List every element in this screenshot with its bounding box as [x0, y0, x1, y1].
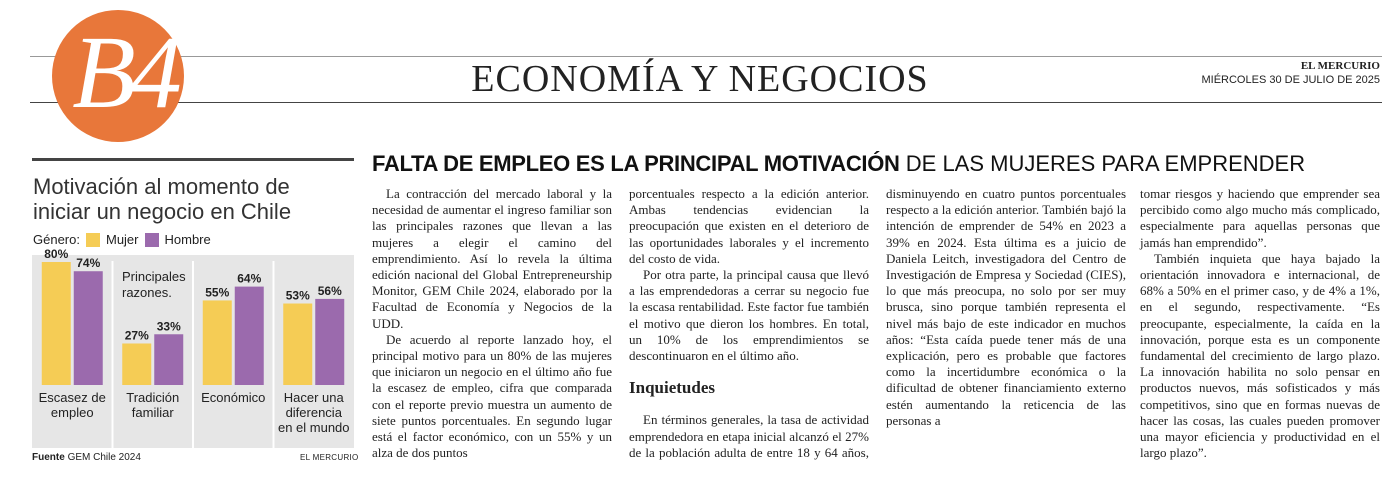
chart-credit: EL MERCURIO — [300, 453, 359, 462]
paragraph: También inquieta que haya bajado la orientación innovadora e internacional, de 68% a 50% en el primer caso, y de 4% a 1%, en el segundo, respectivamente. “Es preocupante, especialmente, la caída en la innovación, porque esta es un componente fundamental del crecimiento de largo plazo. La innovación habilita no solo pensar en productos nuevos, más sofisticados y más competitivos, sino que en formas nuevas de hacer las cosas, las cuales pueden promover una mayor eficiencia y productividad en el largo plazo”. — [1140, 250, 1380, 461]
page-code: B4 — [72, 15, 176, 130]
chart-source — [32, 452, 141, 463]
chart-annotation: razones. — [122, 285, 172, 300]
data-label: 27% — [124, 328, 149, 343]
masthead-top-rule — [30, 56, 1382, 57]
article-subhead: Inquietudes — [629, 378, 715, 398]
paragraph: porcentuales respecto a la edición anterior. Ambas tendencias evidencian la preocupación que existen en el deterioro de las oportunidades laborales y el incremento del costo de vida. — [629, 186, 869, 266]
category-label: Tradición — [126, 390, 180, 405]
legend-label: Género: — [33, 232, 80, 247]
data-label: 53% — [285, 288, 310, 303]
bar-hombre-1 — [154, 334, 183, 385]
paragraph: En términos generales, la tasa de actividad emprendedora en etapa inicial alcanzó el 27% de la población adulta de entre 18 y 64 años, disminuyendo en cuatro puntos porcentuales respecto a la edición anterior. También bajó la intención de emprender de 54% en 2023 a 39% en 2024. Esta última es a juicio de Daniela Leitch, investigadora del Centro de Investigación de Empresa y Sociedad (CIES), lo que más preocupa, no solo por ser muy brusca, sino porque también representa el nivel más bajo de este indicador en muchos años: “Esta caída puede tener más de una explicación, pero es probable que factores como la incertidumbre económica o la dificultad de obtener financiamiento externo estén aumentando la reticencia de las personas a — [629, 186, 1126, 460]
bar-mujer-3 — [283, 304, 312, 385]
category-label: familiar — [131, 405, 174, 420]
article-column-1 — [372, 186, 612, 461]
paragraph: La contracción del mercado laboral y la necesidad de aumentar el ingreso familiar son las principales razones que llevan a las mujeres a elegir el camino del emprendimiento. Así lo revela la última edición nacional del Global Entrepreneurship Monitor, GEM Chile 2024, elaborado por la Facultad de Economía y Negocios de la UDD. — [372, 186, 612, 331]
bar-mujer-0 — [42, 262, 71, 385]
article-flow-3 — [629, 186, 1126, 476]
bar-hombre-2 — [235, 287, 264, 385]
category-label: empleo — [50, 405, 94, 420]
source-label: Fuente — [32, 452, 65, 463]
section-title: ECONOMÍA Y NEGOCIOS — [471, 58, 929, 100]
source-name: GEM Chile 2024 — [67, 452, 141, 463]
column-spacer — [629, 186, 869, 412]
paragraph: De acuerdo al reporte lanzado hoy, el principal motivo para un 80% de las mujeres que iniciaron un negocio en el último año fue la escasez de empleo, cifra que comparada con el reporte previo muestra un aumento de siete puntos porcentuales. En segundo lugar está el factor económico, con un 55% y un alza de dos puntos — [372, 331, 612, 461]
legend-item-hombre: Hombre — [164, 232, 211, 247]
headline-bold: FALTA DE EMPLEO ES LA PRINCIPAL MOTIVACIÓN — [372, 151, 900, 176]
category-label: diferencia — [285, 405, 342, 420]
legend-swatch-mujer — [86, 233, 100, 247]
chart-annotation: Principales — [122, 269, 186, 284]
data-label: 74% — [76, 256, 101, 271]
category-label: Escasez de — [38, 390, 106, 405]
article-column-4 — [1140, 186, 1380, 461]
issue-date: MIÉRCOLES 30 DE JULIO DE 2025 — [1201, 74, 1380, 86]
article-headline — [372, 150, 1305, 178]
bar-hombre-0 — [74, 271, 103, 385]
category-label: Económico — [201, 390, 266, 405]
category-label: en el mundo — [277, 420, 350, 435]
paper-name: EL MERCURIO — [1300, 60, 1380, 72]
masthead-bottom-rule — [30, 102, 1382, 103]
chart-title: Motivación al momento de iniciar un negocio en Chile — [33, 174, 292, 224]
bar-mujer-2 — [203, 300, 232, 385]
legend-item-mujer: Mujer — [105, 232, 139, 247]
data-label: 64% — [237, 271, 262, 286]
bar-chart — [32, 247, 354, 448]
bar-mujer-1 — [122, 343, 151, 385]
headline-rest: DE LAS MUJERES PARA EMPRENDER — [905, 151, 1306, 176]
data-label: 55% — [205, 285, 230, 300]
category-label: Hacer una — [283, 390, 344, 405]
chart-top-rule — [32, 158, 354, 161]
paragraph: tomar riesgos y haciendo que emprender sea percibido como algo mucho más complicado, especialmente para aquellas personas que jamás han emprendido”. — [1140, 186, 1380, 250]
data-label: 80% — [44, 247, 69, 261]
chart-legend — [33, 232, 211, 247]
data-label: 56% — [317, 283, 342, 298]
paragraph: Por otra parte, la principal causa que llevó a las emprendedoras a cerrar su negocio fue la escasa rentabilidad. Este factor fue también el motivo que dieron los hombres. En total, un 10% de los emprendimientos se descontinuaron en el último año. — [629, 267, 869, 364]
legend-swatch-hombre — [145, 233, 159, 247]
data-label: 33% — [156, 319, 181, 334]
bar-hombre-3 — [315, 299, 344, 385]
